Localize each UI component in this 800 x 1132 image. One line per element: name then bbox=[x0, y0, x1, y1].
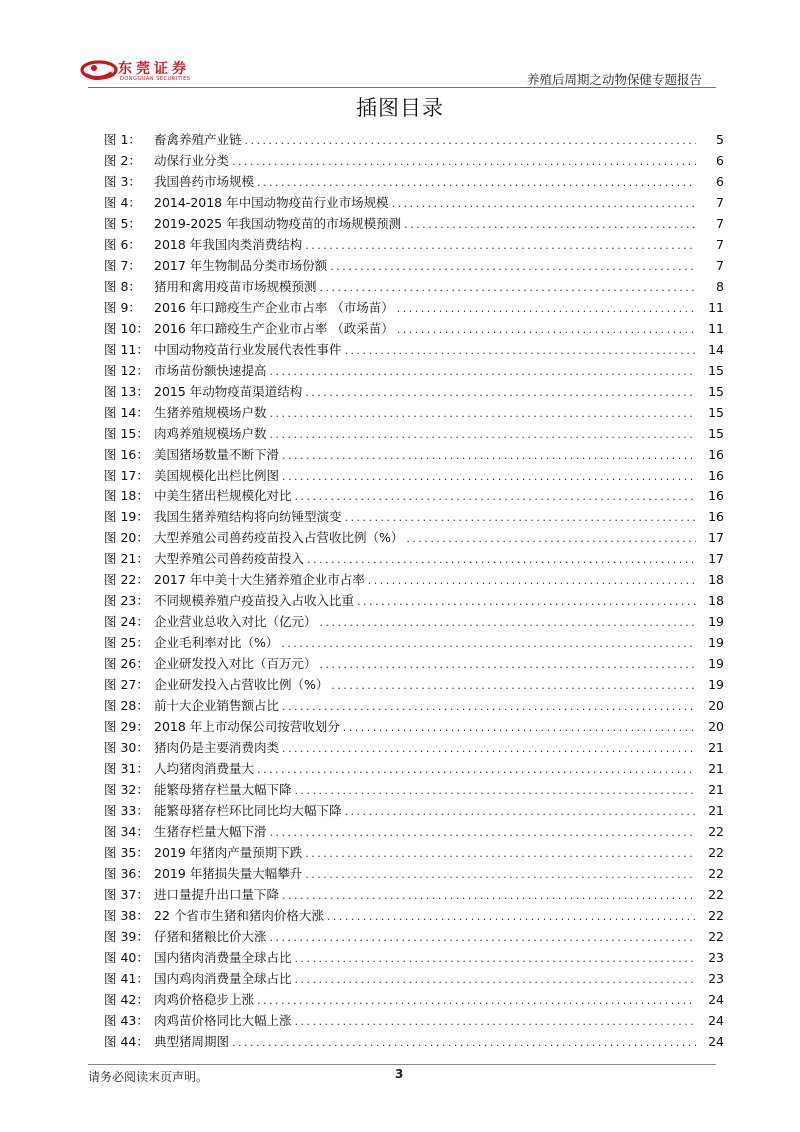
toc-entry-title[interactable]: 2019 年猪损失量大幅攀升 bbox=[154, 865, 303, 881]
toc-entry-label: 图 39： bbox=[104, 928, 149, 944]
toc-entry-page[interactable]: 17 bbox=[708, 551, 724, 567]
toc-dot-leader bbox=[357, 592, 696, 613]
toc-entry-title[interactable]: 中国动物疫苗行业发展代表性事件 bbox=[154, 341, 342, 357]
toc-entry-title[interactable]: 2015 年动物疫苗渠道结构 bbox=[154, 383, 303, 399]
toc-dot-leader bbox=[345, 802, 696, 823]
toc-entry-label: 图 14： bbox=[104, 404, 149, 420]
toc-entry-page[interactable]: 15 bbox=[708, 362, 724, 378]
toc-entry-label: 图 18： bbox=[104, 488, 149, 504]
toc-entry-label: 图 8： bbox=[104, 278, 141, 294]
toc-dot-leader bbox=[343, 718, 696, 739]
toc-entry-label: 图 35： bbox=[104, 844, 149, 860]
toc-entry-label: 图 15： bbox=[104, 425, 149, 441]
toc-entry-label: 图 30： bbox=[104, 740, 149, 756]
toc-dot-leader bbox=[320, 278, 696, 299]
toc-entry-page[interactable]: 6 bbox=[716, 173, 724, 189]
toc-entry-page[interactable]: 5 bbox=[716, 132, 724, 147]
toc-entry[interactable] bbox=[104, 612, 724, 633]
toc-entry[interactable] bbox=[104, 298, 724, 319]
toc-entry-title[interactable]: 生猪存栏量大幅下滑 bbox=[154, 823, 267, 839]
toc-entry[interactable] bbox=[104, 822, 724, 843]
toc-dot-leader bbox=[257, 991, 696, 1012]
toc-entry-page[interactable]: 19 bbox=[708, 614, 724, 630]
toc-entry[interactable] bbox=[104, 486, 724, 507]
toc-dot-leader bbox=[245, 131, 696, 152]
toc-entry-title[interactable]: 肉鸡苗价格同比大幅上涨 bbox=[154, 1012, 292, 1028]
toc-dot-leader bbox=[232, 152, 696, 173]
toc-entry-title[interactable]: 肉鸡价格稳步上涨 bbox=[154, 991, 255, 1007]
toc-entry-title[interactable]: 中美生猪出栏规模化对比 bbox=[154, 488, 292, 504]
toc-dot-leader bbox=[282, 697, 696, 718]
toc-dot-leader bbox=[270, 823, 696, 844]
toc-entry-label: 图 38： bbox=[104, 907, 149, 923]
toc-entry-label: 图 12： bbox=[104, 362, 149, 378]
toc-entry[interactable] bbox=[104, 591, 724, 612]
toc-entry-label: 图 44： bbox=[104, 1033, 149, 1049]
toc-entry-page[interactable]: 23 bbox=[708, 970, 724, 986]
toc-entry-title[interactable]: 典型猪周期图 bbox=[154, 1033, 230, 1049]
toc-dot-leader bbox=[320, 613, 696, 634]
toc-dot-leader bbox=[345, 508, 696, 529]
toc-entry-label: 图 7： bbox=[104, 257, 141, 273]
toc-entry-label: 图 6： bbox=[104, 236, 141, 252]
toc-dot-leader bbox=[406, 529, 696, 550]
toc-dot-leader bbox=[257, 173, 696, 194]
toc-entry-title[interactable]: 能繁母猪存栏量大幅下降 bbox=[154, 782, 292, 798]
toc-entry[interactable] bbox=[104, 843, 724, 864]
toc-entry-label: 图 17： bbox=[104, 467, 149, 483]
page-header bbox=[0, 0, 800, 90]
toc-entry-page[interactable]: 7 bbox=[716, 257, 724, 273]
toc-entry-page[interactable]: 7 bbox=[716, 215, 724, 231]
toc-entry[interactable] bbox=[104, 696, 724, 717]
toc-entry-title[interactable]: 市场苗份额快速提高 bbox=[154, 362, 267, 378]
toc-entry-title[interactable]: 企业研发投入占营收比例（%） bbox=[154, 677, 329, 693]
brand-name: 东莞证券 bbox=[118, 61, 190, 77]
toc-entry-title[interactable]: 2017 年中美十大生猪养殖企业市占率 bbox=[154, 572, 365, 588]
toc-entry[interactable] bbox=[104, 528, 724, 549]
toc-entry-label: 图 13： bbox=[104, 383, 149, 399]
toc-dot-leader bbox=[282, 467, 696, 488]
toc-entry[interactable] bbox=[104, 885, 724, 906]
toc-entry-title[interactable]: 进口量提升出口量下降 bbox=[154, 886, 280, 902]
toc-entry-title[interactable]: 2019 年猪肉产量预期下跌 bbox=[154, 844, 303, 860]
toc-entry-label: 图 16： bbox=[104, 446, 149, 462]
toc-dot-leader bbox=[232, 1033, 696, 1054]
toc-entry[interactable] bbox=[104, 1011, 724, 1032]
toc-entry-page[interactable]: 22 bbox=[708, 844, 724, 860]
toc-entry-label: 图 42： bbox=[104, 991, 149, 1007]
toc-entry-label: 图 1： bbox=[104, 132, 141, 147]
toc-entry-page[interactable]: 24 bbox=[708, 1033, 724, 1049]
toc-entry-page[interactable]: 22 bbox=[708, 823, 724, 839]
toc-entry[interactable] bbox=[104, 654, 724, 675]
toc-entry-label: 图 25： bbox=[104, 635, 149, 651]
toc-dot-leader bbox=[295, 970, 696, 991]
toc-dot-leader bbox=[295, 949, 696, 970]
toc-entry[interactable] bbox=[104, 507, 724, 528]
toc-entry-title[interactable]: 企业毛利率对比（%） bbox=[154, 635, 279, 651]
toc-entry-page[interactable]: 19 bbox=[708, 635, 724, 651]
toc-entry-label: 图 2： bbox=[104, 152, 141, 168]
toc-dot-leader bbox=[305, 236, 696, 257]
toc-entry-label: 图 22： bbox=[104, 572, 149, 588]
toc-dot-leader bbox=[320, 655, 696, 676]
toc-entry[interactable] bbox=[104, 759, 724, 780]
toc-entry-title[interactable]: 2017 年生物制品分类市场份额 bbox=[154, 257, 328, 273]
toc-entry-title[interactable]: 国内鸡肉消费量全球占比 bbox=[154, 970, 292, 986]
toc-entry-title[interactable]: 美国规模化出栏比例图 bbox=[154, 467, 280, 483]
toc-entry-title[interactable]: 生猪养殖规模场户数 bbox=[154, 404, 267, 420]
toc-entry-page[interactable]: 7 bbox=[716, 194, 724, 210]
toc-entry-page[interactable]: 19 bbox=[708, 656, 724, 672]
toc-entry[interactable] bbox=[104, 633, 724, 654]
toc-entry-label: 图 21： bbox=[104, 551, 149, 567]
toc-entry[interactable] bbox=[104, 214, 724, 235]
toc-dot-leader bbox=[282, 739, 696, 760]
toc-dot-leader bbox=[281, 634, 696, 655]
toc-entry-page[interactable]: 22 bbox=[708, 865, 724, 881]
toc-entry-title[interactable]: 前十大企业销售额占比 bbox=[154, 698, 280, 714]
toc-dot-leader bbox=[257, 760, 696, 781]
toc-entry-page[interactable]: 11 bbox=[708, 320, 724, 336]
toc-dot-leader bbox=[282, 886, 696, 907]
toc-entry-page[interactable]: 22 bbox=[708, 928, 724, 944]
toc-entry-label: 图 19： bbox=[104, 509, 149, 525]
toc-entry-title[interactable]: 我国兽药市场规模 bbox=[154, 173, 255, 189]
toc-entry-page[interactable]: 19 bbox=[708, 677, 724, 693]
toc-entry-label: 图 34： bbox=[104, 823, 149, 839]
toc-entry[interactable] bbox=[104, 319, 724, 340]
toc-dot-leader bbox=[330, 257, 696, 278]
toc-dot-leader bbox=[368, 571, 696, 592]
toc-dot-leader bbox=[295, 1012, 696, 1033]
toc-entry[interactable] bbox=[104, 361, 724, 382]
toc-dot-leader bbox=[305, 383, 696, 404]
toc-entry[interactable] bbox=[104, 172, 724, 193]
toc-entry-page[interactable]: 7 bbox=[716, 236, 724, 252]
toc-entry-title[interactable]: 人均猪肉消费量大 bbox=[154, 761, 255, 777]
toc-entry-page[interactable]: 21 bbox=[708, 803, 724, 818]
toc-entry[interactable] bbox=[104, 570, 724, 591]
toc-entry-page[interactable]: 15 bbox=[708, 404, 724, 420]
report-title: 养殖后周期之动物保健专题报告 bbox=[526, 72, 702, 87]
toc-dot-leader bbox=[397, 320, 696, 341]
toc-entry[interactable] bbox=[104, 990, 724, 1011]
toc-entry[interactable] bbox=[104, 193, 724, 214]
toc-entry-label: 图 3： bbox=[104, 173, 141, 189]
toc-entry-title[interactable]: 肉鸡养殖规模场户数 bbox=[154, 425, 267, 441]
toc-entry[interactable] bbox=[104, 445, 724, 466]
toc-entry-page[interactable]: 6 bbox=[716, 152, 724, 168]
toc-entry-label: 图 37： bbox=[104, 886, 149, 902]
toc-entry-page[interactable]: 22 bbox=[708, 886, 724, 902]
toc-entry[interactable] bbox=[104, 403, 724, 424]
toc-entry-page[interactable]: 15 bbox=[708, 383, 724, 399]
toc-entry-page[interactable]: 20 bbox=[708, 719, 724, 735]
toc-entry[interactable] bbox=[104, 256, 724, 277]
toc-entry-page[interactable]: 16 bbox=[708, 446, 724, 462]
toc-entry[interactable] bbox=[104, 466, 724, 487]
toc-entry-title[interactable]: 动保行业分类 bbox=[154, 152, 230, 168]
toc-entry-page[interactable]: 20 bbox=[708, 698, 724, 714]
toc-entry-label: 图 43： bbox=[104, 1012, 149, 1028]
toc-entry-title[interactable]: 2014-2018 年中国动物疫苗行业市场规模 bbox=[154, 194, 389, 210]
toc-entry-title[interactable]: 美国猪场数量不断下滑 bbox=[154, 446, 280, 462]
toc-entry-page[interactable]: 21 bbox=[708, 782, 724, 798]
toc-entry[interactable] bbox=[104, 424, 724, 445]
toc-entry-label: 图 20： bbox=[104, 530, 149, 546]
toc-entry-title[interactable]: 2018 年我国肉类消费结构 bbox=[154, 236, 303, 252]
brand-subtitle: DONGGUAN SECURITIES bbox=[120, 76, 191, 82]
toc-entry[interactable] bbox=[104, 340, 724, 361]
toc-entry-page[interactable]: 18 bbox=[708, 572, 724, 588]
page-heading: 插图目录 bbox=[356, 96, 444, 120]
toc-entry[interactable] bbox=[104, 1032, 724, 1053]
toc-entry-label: 图 29： bbox=[104, 719, 149, 735]
toc-entry-page[interactable]: 8 bbox=[716, 278, 724, 294]
toc-entry-title[interactable]: 我国生猪养殖结构将向纺锤型演变 bbox=[154, 509, 342, 525]
toc-entry-page[interactable]: 11 bbox=[708, 299, 724, 315]
toc-entry[interactable] bbox=[104, 801, 724, 822]
toc-dot-leader bbox=[327, 907, 696, 928]
toc-entry-title[interactable]: 畜禽养殖产业链 bbox=[154, 132, 242, 147]
toc-entry-title[interactable]: 大型养殖公司兽药疫苗投入占营收比例（%） bbox=[154, 530, 404, 546]
toc-entry[interactable] bbox=[104, 864, 724, 885]
header-divider bbox=[88, 87, 716, 88]
figure-table-of-contents bbox=[104, 130, 724, 1053]
toc-entry[interactable] bbox=[104, 235, 724, 256]
toc-entry-page[interactable]: 24 bbox=[708, 1012, 724, 1028]
toc-dot-leader bbox=[345, 341, 696, 362]
toc-entry-page[interactable]: 22 bbox=[708, 907, 724, 923]
toc-dot-leader bbox=[270, 928, 696, 949]
toc-entry-label: 图 40： bbox=[104, 949, 149, 965]
footer-divider bbox=[88, 1064, 716, 1065]
toc-entry-page[interactable]: 16 bbox=[708, 488, 724, 504]
toc-dot-leader bbox=[404, 215, 696, 236]
toc-entry-title[interactable]: 猪肉仍是主要消费肉类 bbox=[154, 740, 280, 756]
toc-entry[interactable] bbox=[104, 948, 724, 969]
toc-entry[interactable] bbox=[104, 738, 724, 759]
toc-entry[interactable] bbox=[104, 151, 724, 172]
toc-entry-page[interactable]: 21 bbox=[708, 740, 724, 756]
toc-entry[interactable] bbox=[104, 906, 724, 927]
toc-entry-page[interactable]: 16 bbox=[708, 467, 724, 483]
toc-dot-leader bbox=[282, 446, 696, 467]
toc-entry-label: 图 26： bbox=[104, 656, 149, 672]
toc-entry-title[interactable]: 猪用和禽用疫苗市场规模预测 bbox=[154, 278, 317, 294]
toc-entry-page[interactable]: 21 bbox=[708, 761, 724, 777]
toc-entry[interactable] bbox=[104, 927, 724, 948]
toc-entry-title[interactable]: 2018 年上市动保公司按营收划分 bbox=[154, 719, 340, 735]
toc-entry-page[interactable]: 14 bbox=[708, 341, 724, 357]
toc-dot-leader bbox=[307, 550, 696, 571]
toc-entry-page[interactable]: 17 bbox=[708, 530, 724, 546]
toc-entry-label: 图 36： bbox=[104, 865, 149, 881]
toc-dot-leader bbox=[270, 362, 696, 383]
toc-dot-leader bbox=[397, 299, 696, 320]
toc-dot-leader bbox=[295, 781, 696, 802]
toc-entry-page[interactable]: 15 bbox=[708, 425, 724, 441]
toc-entry-title[interactable]: 仔猪和猪粮比价大涨 bbox=[154, 928, 267, 944]
toc-entry-title[interactable]: 国内猪肉消费量全球占比 bbox=[154, 949, 292, 965]
toc-entry-page[interactable]: 18 bbox=[708, 593, 724, 609]
toc-dot-leader bbox=[305, 865, 696, 886]
toc-entry-label: 图 33： bbox=[104, 803, 149, 818]
toc-dot-leader bbox=[270, 404, 696, 425]
toc-entry-label: 图 31： bbox=[104, 761, 149, 777]
toc-dot-leader bbox=[392, 194, 696, 215]
toc-entry[interactable] bbox=[104, 277, 724, 298]
toc-entry-page[interactable]: 23 bbox=[708, 949, 724, 965]
toc-entry-title[interactable]: 22 个省市生猪和猪肉价格大涨 bbox=[154, 907, 324, 923]
toc-entry[interactable] bbox=[104, 780, 724, 801]
toc-entry-label: 图 23： bbox=[104, 593, 149, 609]
toc-entry-title[interactable]: 2016 年口蹄疫生产企业市占率 （市场苗） bbox=[154, 299, 394, 315]
toc-entry-page[interactable]: 16 bbox=[708, 509, 724, 525]
toc-entry-label: 图 4： bbox=[104, 194, 141, 210]
toc-dot-leader bbox=[270, 425, 696, 446]
footer-page-number: 3 bbox=[395, 1067, 404, 1081]
toc-entry-label: 图 27： bbox=[104, 677, 149, 693]
toc-entry[interactable] bbox=[104, 675, 724, 696]
toc-entry-title[interactable]: 大型养殖公司兽药疫苗投入 bbox=[154, 551, 305, 567]
toc-entry[interactable] bbox=[104, 382, 724, 403]
toc-entry[interactable] bbox=[104, 969, 724, 990]
toc-entry-label: 图 28： bbox=[104, 698, 149, 714]
toc-entry-title[interactable]: 能繁母猪存栏环比同比均大幅下降 bbox=[154, 803, 342, 818]
toc-entry[interactable] bbox=[104, 549, 724, 570]
toc-entry-label: 图 9： bbox=[104, 299, 141, 315]
footer-disclaimer: 请务必阅读末页声明。 bbox=[88, 1070, 209, 1084]
toc-dot-leader bbox=[331, 676, 696, 697]
toc-entry-label: 图 32： bbox=[104, 782, 149, 798]
toc-entry-title[interactable]: 2019-2025 年我国动物疫苗的市场规模预测 bbox=[154, 215, 402, 231]
toc-entry-label: 图 41： bbox=[104, 970, 149, 986]
toc-entry-title[interactable]: 不同规模养殖户疫苗投入占收入比重 bbox=[154, 593, 355, 609]
toc-entry-label: 图 5： bbox=[104, 215, 141, 231]
toc-entry-page[interactable]: 24 bbox=[708, 991, 724, 1007]
toc-entry-title[interactable]: 企业营业总收入对比（亿元） bbox=[154, 614, 317, 630]
toc-dot-leader bbox=[295, 487, 696, 508]
toc-entry-title[interactable]: 2016 年口蹄疫生产企业市占率 （政采苗） bbox=[154, 320, 394, 336]
toc-entry[interactable] bbox=[104, 130, 724, 151]
toc-entry-label: 图 24： bbox=[104, 614, 149, 630]
toc-entry-label: 图 11： bbox=[104, 341, 149, 357]
toc-entry-title[interactable]: 企业研发投入对比（百万元） bbox=[154, 656, 317, 672]
toc-entry[interactable] bbox=[104, 717, 724, 738]
toc-entry-label: 图 10： bbox=[104, 320, 149, 336]
toc-dot-leader bbox=[305, 844, 696, 865]
